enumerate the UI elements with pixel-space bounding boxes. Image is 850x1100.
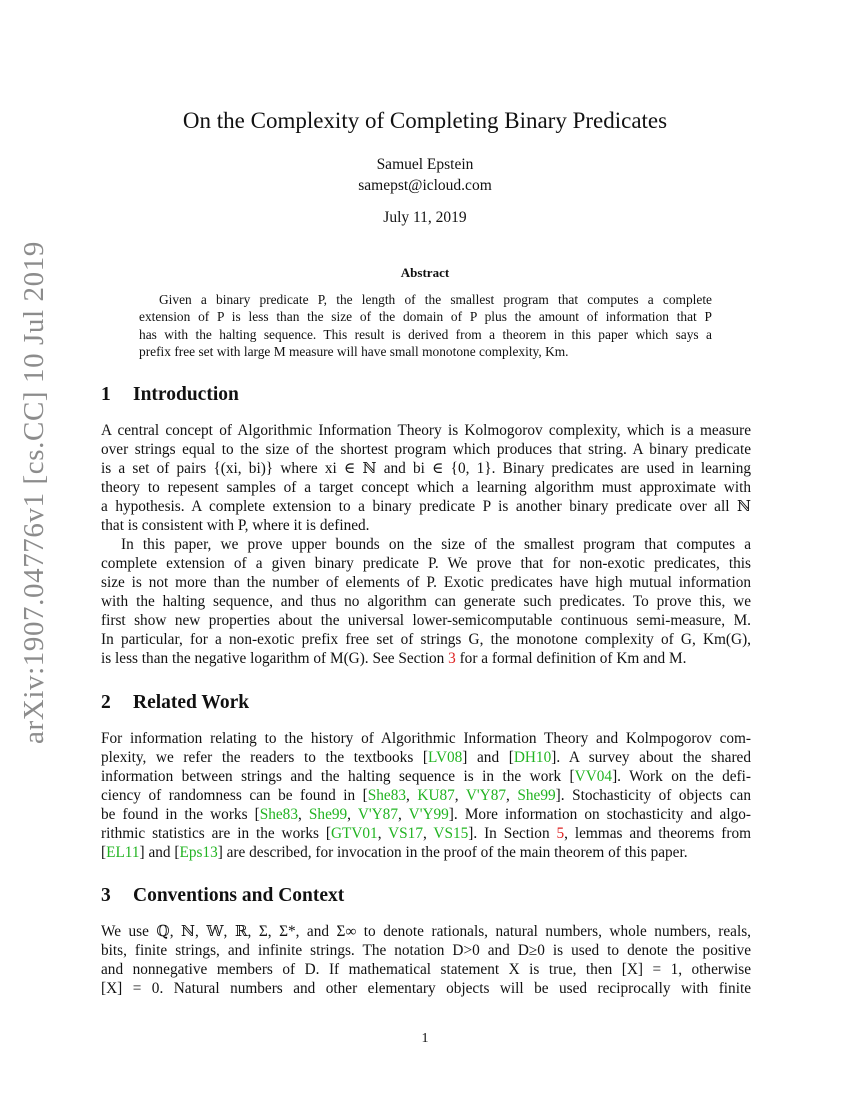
related-work-paragraph: [101, 729, 751, 862]
citation-link[interactable]: She83: [367, 787, 407, 804]
paragraph-line: a hypothesis. A complete extension to a binary predicate P is another binary predicate over all ℕ: [101, 498, 751, 515]
citation-link[interactable]: V'Y87: [357, 806, 398, 823]
introduction-paragraph-1: [101, 421, 751, 535]
paper-title: On the Complexity of Completing Binary Predicates: [182, 108, 668, 133]
paragraph-line: with the halting sequence, and thus no algorithm can generate such predicates. To prove this, we: [101, 593, 751, 610]
citation-link[interactable]: VS15: [433, 825, 469, 842]
author-email: samepst@icloud.com: [358, 177, 492, 194]
paragraph-line: is less than the negative logarithm of M(G). See Section 3 for a formal definition of Km and M.: [101, 650, 687, 667]
paragraph-line: plexity, we refer the readers to the textbooks [LV08] and [DH10]. A survey about the shared: [101, 749, 751, 766]
section-heading-introduction: [101, 383, 751, 407]
paragraph-line: size is not more than the number of elements of P. Exotic predicates have high mutual information: [101, 574, 751, 591]
abstract-line: prefix free set with large M measure will have small monotone complexity, Km.: [139, 343, 569, 359]
page-number: 1: [421, 1031, 429, 1046]
paragraph-line: bits, finite strings, and infinite strings. The notation D>0 and D≥0 is used to denote the positive: [101, 942, 751, 959]
paragraph-line: In this paper, we prove upper bounds on the size of the smallest program that computes a: [121, 536, 751, 553]
paragraph-line: is a set of pairs {(xi, bi)} where xi ∈ ℕ and bi ∈ {0, 1}. Binary predicates are used in learning: [101, 460, 751, 477]
citation-link[interactable]: V'Y99: [408, 806, 449, 823]
section-number: 1: [101, 384, 111, 405]
citation-link[interactable]: She99: [517, 787, 556, 804]
author-name: Samuel Epstein: [376, 156, 474, 173]
abstract-body: [139, 291, 712, 360]
section-reference-link[interactable]: 5: [556, 825, 565, 842]
citation-link[interactable]: She99: [308, 806, 348, 823]
paragraph-line: [EL11] and [Eps13] are described, for invocation in the proof of the main theorem of this paper.: [101, 844, 688, 861]
paragraph-line: ciency of randomness can be found in [She83, KU87, V'Y87, She99]. Stochasticity of objects can: [101, 787, 751, 804]
paragraph-line: We use ℚ, ℕ, 𝕎, ℝ, Σ, Σ*, and Σ∞ to denote rationals, natural numbers, whole numbers, reals,: [101, 923, 751, 940]
paragraph-line: that is consistent with P, where it is defined.: [101, 517, 370, 534]
arxiv-identifier-text: arXiv:1907.04776v1 [cs.CC] 10 Jul 2019: [17, 240, 50, 744]
section-heading-conventions: [101, 884, 751, 908]
abstract-line: extension of P is less than the size of the domain of P plus the amount of information that P: [139, 309, 712, 325]
section-title: Introduction: [133, 384, 239, 405]
abstract-line: Given a binary predicate P, the length of the smallest program that computes a complete: [159, 292, 712, 307]
paper-date: July 11, 2019: [383, 209, 467, 226]
paragraph-line: [X] = 0. Natural numbers and other elementary objects will be used reciprocally with finite: [101, 980, 751, 997]
paragraph-line: and nonnegative members of D. If mathematical statement X is true, then [X] = 1, otherwise: [101, 961, 751, 978]
abstract-heading: Abstract: [400, 265, 450, 280]
section-heading-related-work: [101, 691, 751, 715]
section-title: Conventions and Context: [133, 885, 345, 906]
citation-link[interactable]: DH10: [513, 749, 552, 766]
paragraph-line: In particular, for a non-exotic prefix free set of strings G, the monotone complexity of G, Km(G),: [101, 631, 751, 648]
section-title: Related Work: [133, 692, 250, 713]
citation-link[interactable]: KU87: [417, 787, 455, 804]
paragraph-line: first show new properties about the universal lower-semicomputable continuous semi-measure, M.: [101, 612, 751, 629]
citation-link[interactable]: EL11: [106, 844, 140, 861]
section-number: 3: [101, 885, 111, 906]
paragraph-line: A central concept of Algorithmic Information Theory is Kolmogorov complexity, which is a measure: [101, 422, 751, 439]
conventions-paragraph: [101, 922, 751, 998]
paragraph-line: rithmic statistics are in the works [GTV01, VS17, VS15]. In Section 5, lemmas and theorems from: [101, 825, 751, 842]
citation-link[interactable]: V'Y87: [465, 787, 507, 804]
citation-link[interactable]: She83: [259, 806, 298, 823]
paragraph-line: theory to repesent samples of a target concept which a learning algorithm must approximate with: [101, 479, 751, 496]
arxiv-identifier-stamp: [16, 222, 52, 762]
paragraph-line: over strings equal to the size of the shortest program which produces that string. A binary predicate: [101, 441, 751, 458]
paragraph-line: For information relating to the history of Algorithmic Information Theory and Kolmpogorov com-: [101, 730, 751, 747]
citation-link[interactable]: VS17: [388, 825, 423, 842]
section-number: 2: [101, 692, 111, 713]
paragraph-line: be found in the works [She83, She99, V'Y87, V'Y99]. More information on stochasticity and algo-: [101, 806, 751, 823]
citation-link[interactable]: GTV01: [330, 825, 378, 842]
paragraph-line: complete extension of a given binary predicate P. We prove that for non-exotic predicates, this: [101, 555, 751, 572]
section-reference-link[interactable]: 3: [448, 650, 456, 667]
citation-link[interactable]: LV08: [428, 749, 463, 766]
introduction-paragraph-2: [101, 535, 751, 668]
citation-link[interactable]: Eps13: [179, 844, 218, 861]
paragraph-line: information between strings and the halting sequence is in the work [VV04]. Work on the defi-: [101, 768, 751, 785]
citation-link[interactable]: VV04: [574, 768, 613, 785]
abstract-line: has with the halting sequence. This result is derived from a theorem in this paper which says a: [139, 326, 712, 342]
